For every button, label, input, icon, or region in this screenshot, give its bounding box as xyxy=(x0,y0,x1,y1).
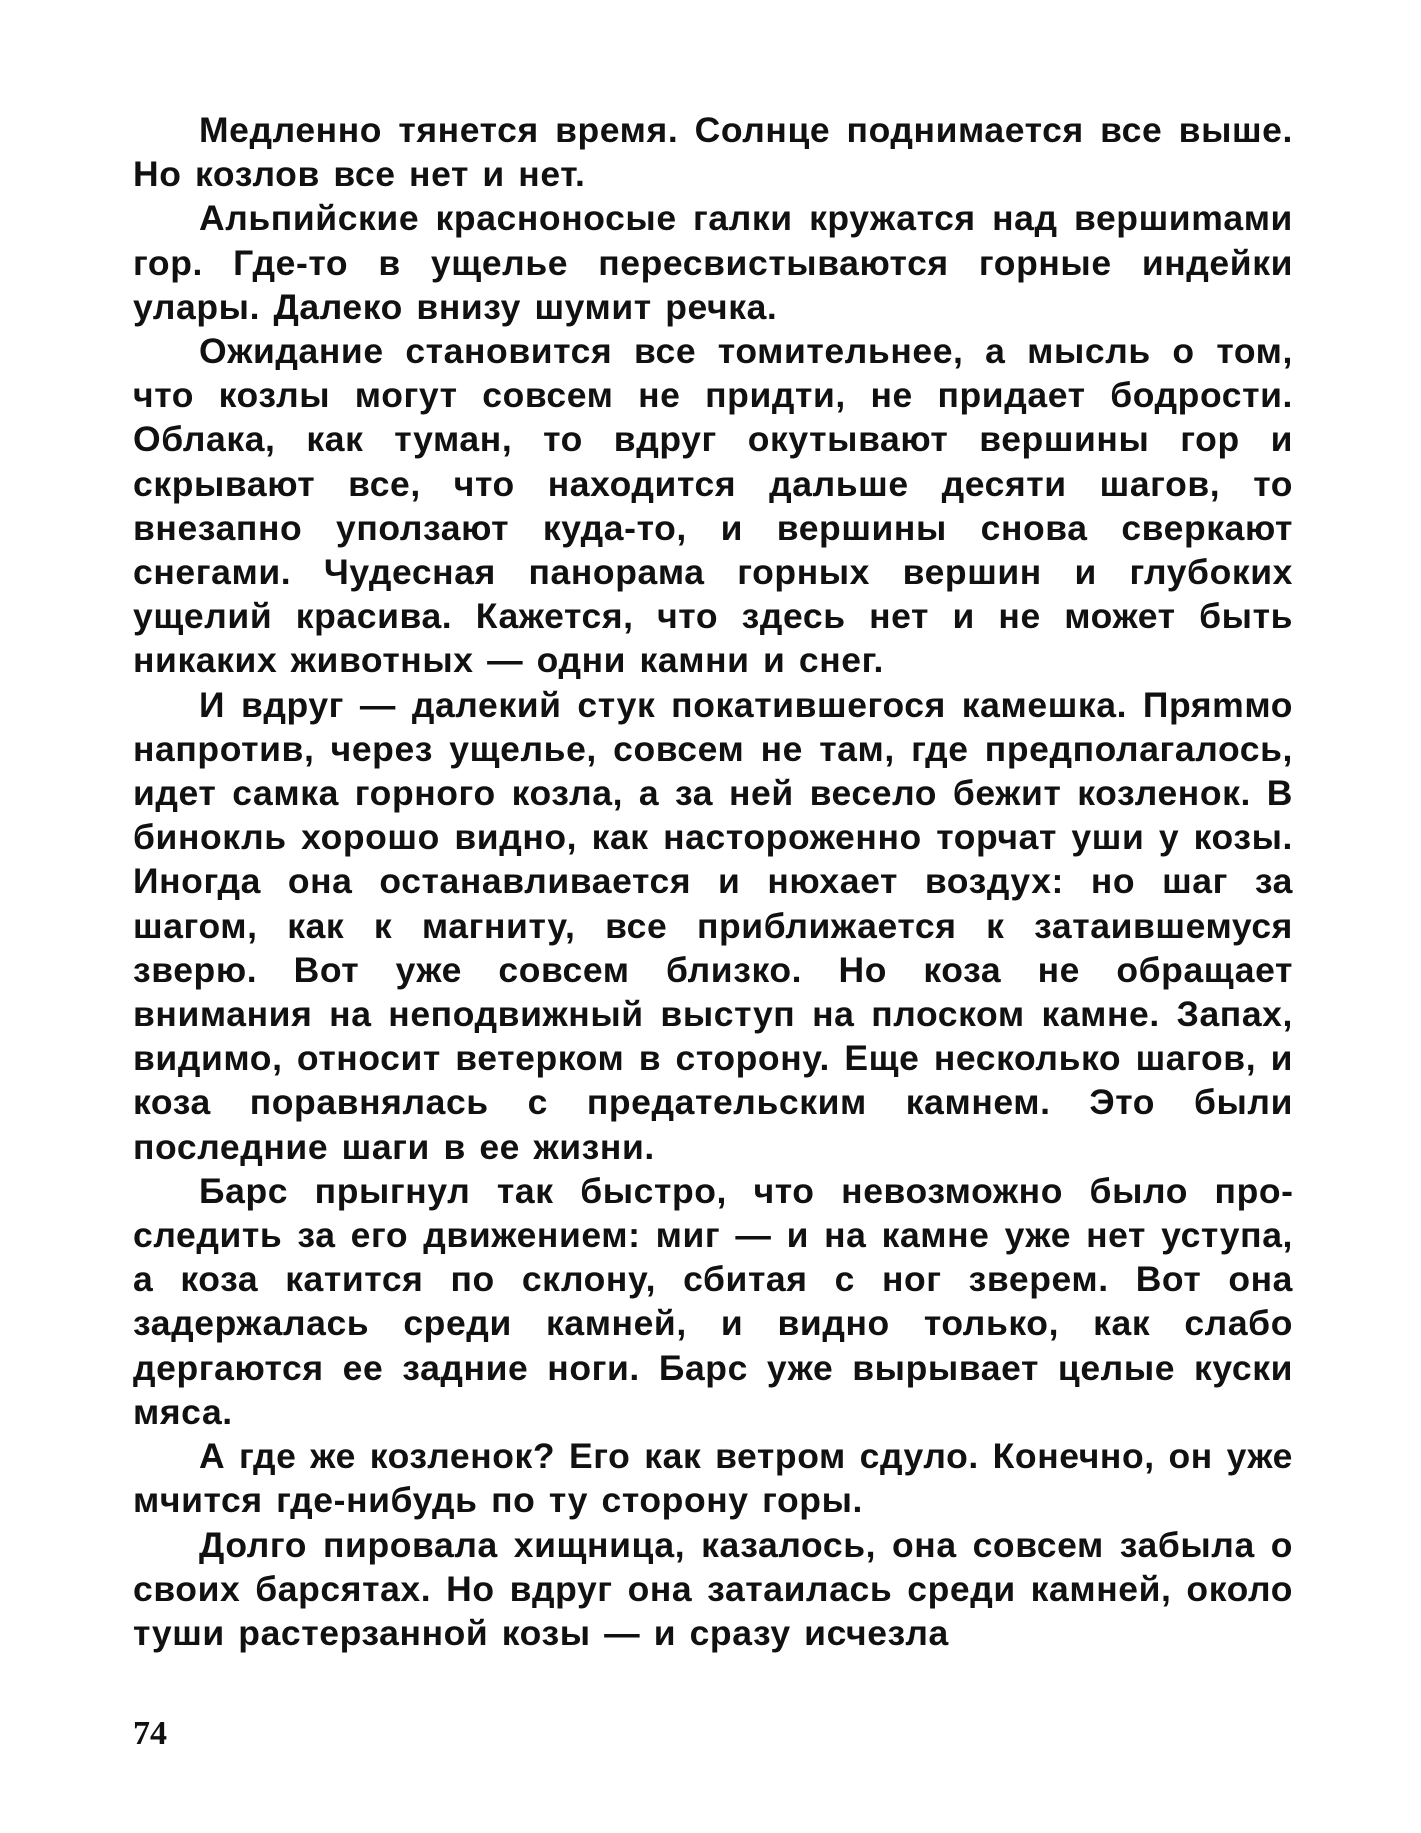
paragraph-2: Альпийские красноносые галки кружатся над вершиmами гор. Где-то в ущелье пересвистываются горные индейки улары. Далеко внизу шумит речка. xyxy=(133,198,1293,327)
body-text xyxy=(133,108,1293,1655)
paragraph-1: Медленно тянется время. Солнце поднимается все выше. Но козлов все нет и нет. xyxy=(133,110,1293,195)
paragraph-6: А где же козленок? Его как ветром сдуло. Конечно, он уже мчится где-нибудь по ту сторону горы. xyxy=(133,1436,1293,1521)
paragraph-7: Долго пировала хищница, казалось, она совсем забыла о своих барсятах. Но вдруг она затаилась среди камней, около туши растерзанной козы — и сразу исчезла xyxy=(133,1524,1293,1653)
paragraph-4: И вдруг — далекий стук покатившегося камешка. Пряmмо напротив, через ущелье, совсем не там, где предполагалось, идет самка горного козла, а за ней весело бежит козленок. В бинокль хорошо видно, как настороженно торчат уши у козы. Иногда она останавливается и нюхает воздух: но шаг за шагом, как к магниту, все приближается к затаившемуся зверю. Вот уже совсем близко. Но коза не обращает внимания на неподвижный выступ на плоском камне. Запах, видимо, относит ветерком в сторону. Еще несколько шагов, и коза поравнялась с предательским камнем. Это были последние шаги в ее жизни. xyxy=(133,684,1293,1167)
page-number: 74 xyxy=(133,1715,167,1752)
paragraph-5: Барс прыгнул так быстро, что невозможно было проследить за его движением: миг — и на камне уже нет уступа, а коза катится по склону, сбитая с ног зверем. Вот она задержалась среди камней, и видно только, как слабо дергаются ее задние ноги. Барс уже вырывает целые куски мяса. xyxy=(133,1170,1293,1432)
paragraph-3: Ожидание становится все томительнее, а мысль о том, что козлы могут совсем не придти, не придает бодрости. Облака, как туман, то вдруг окутывают вершины гор и скрывают все, что находится дальше десяти шагов, то внезапно уползают куда-то, и вершины снова сверкают снегами. Чудесная панорама горных вершин и глубоких ущелий красива. Кажется, что здесь нет и не может быть никаких животных — одни камни и снег. xyxy=(133,331,1293,681)
